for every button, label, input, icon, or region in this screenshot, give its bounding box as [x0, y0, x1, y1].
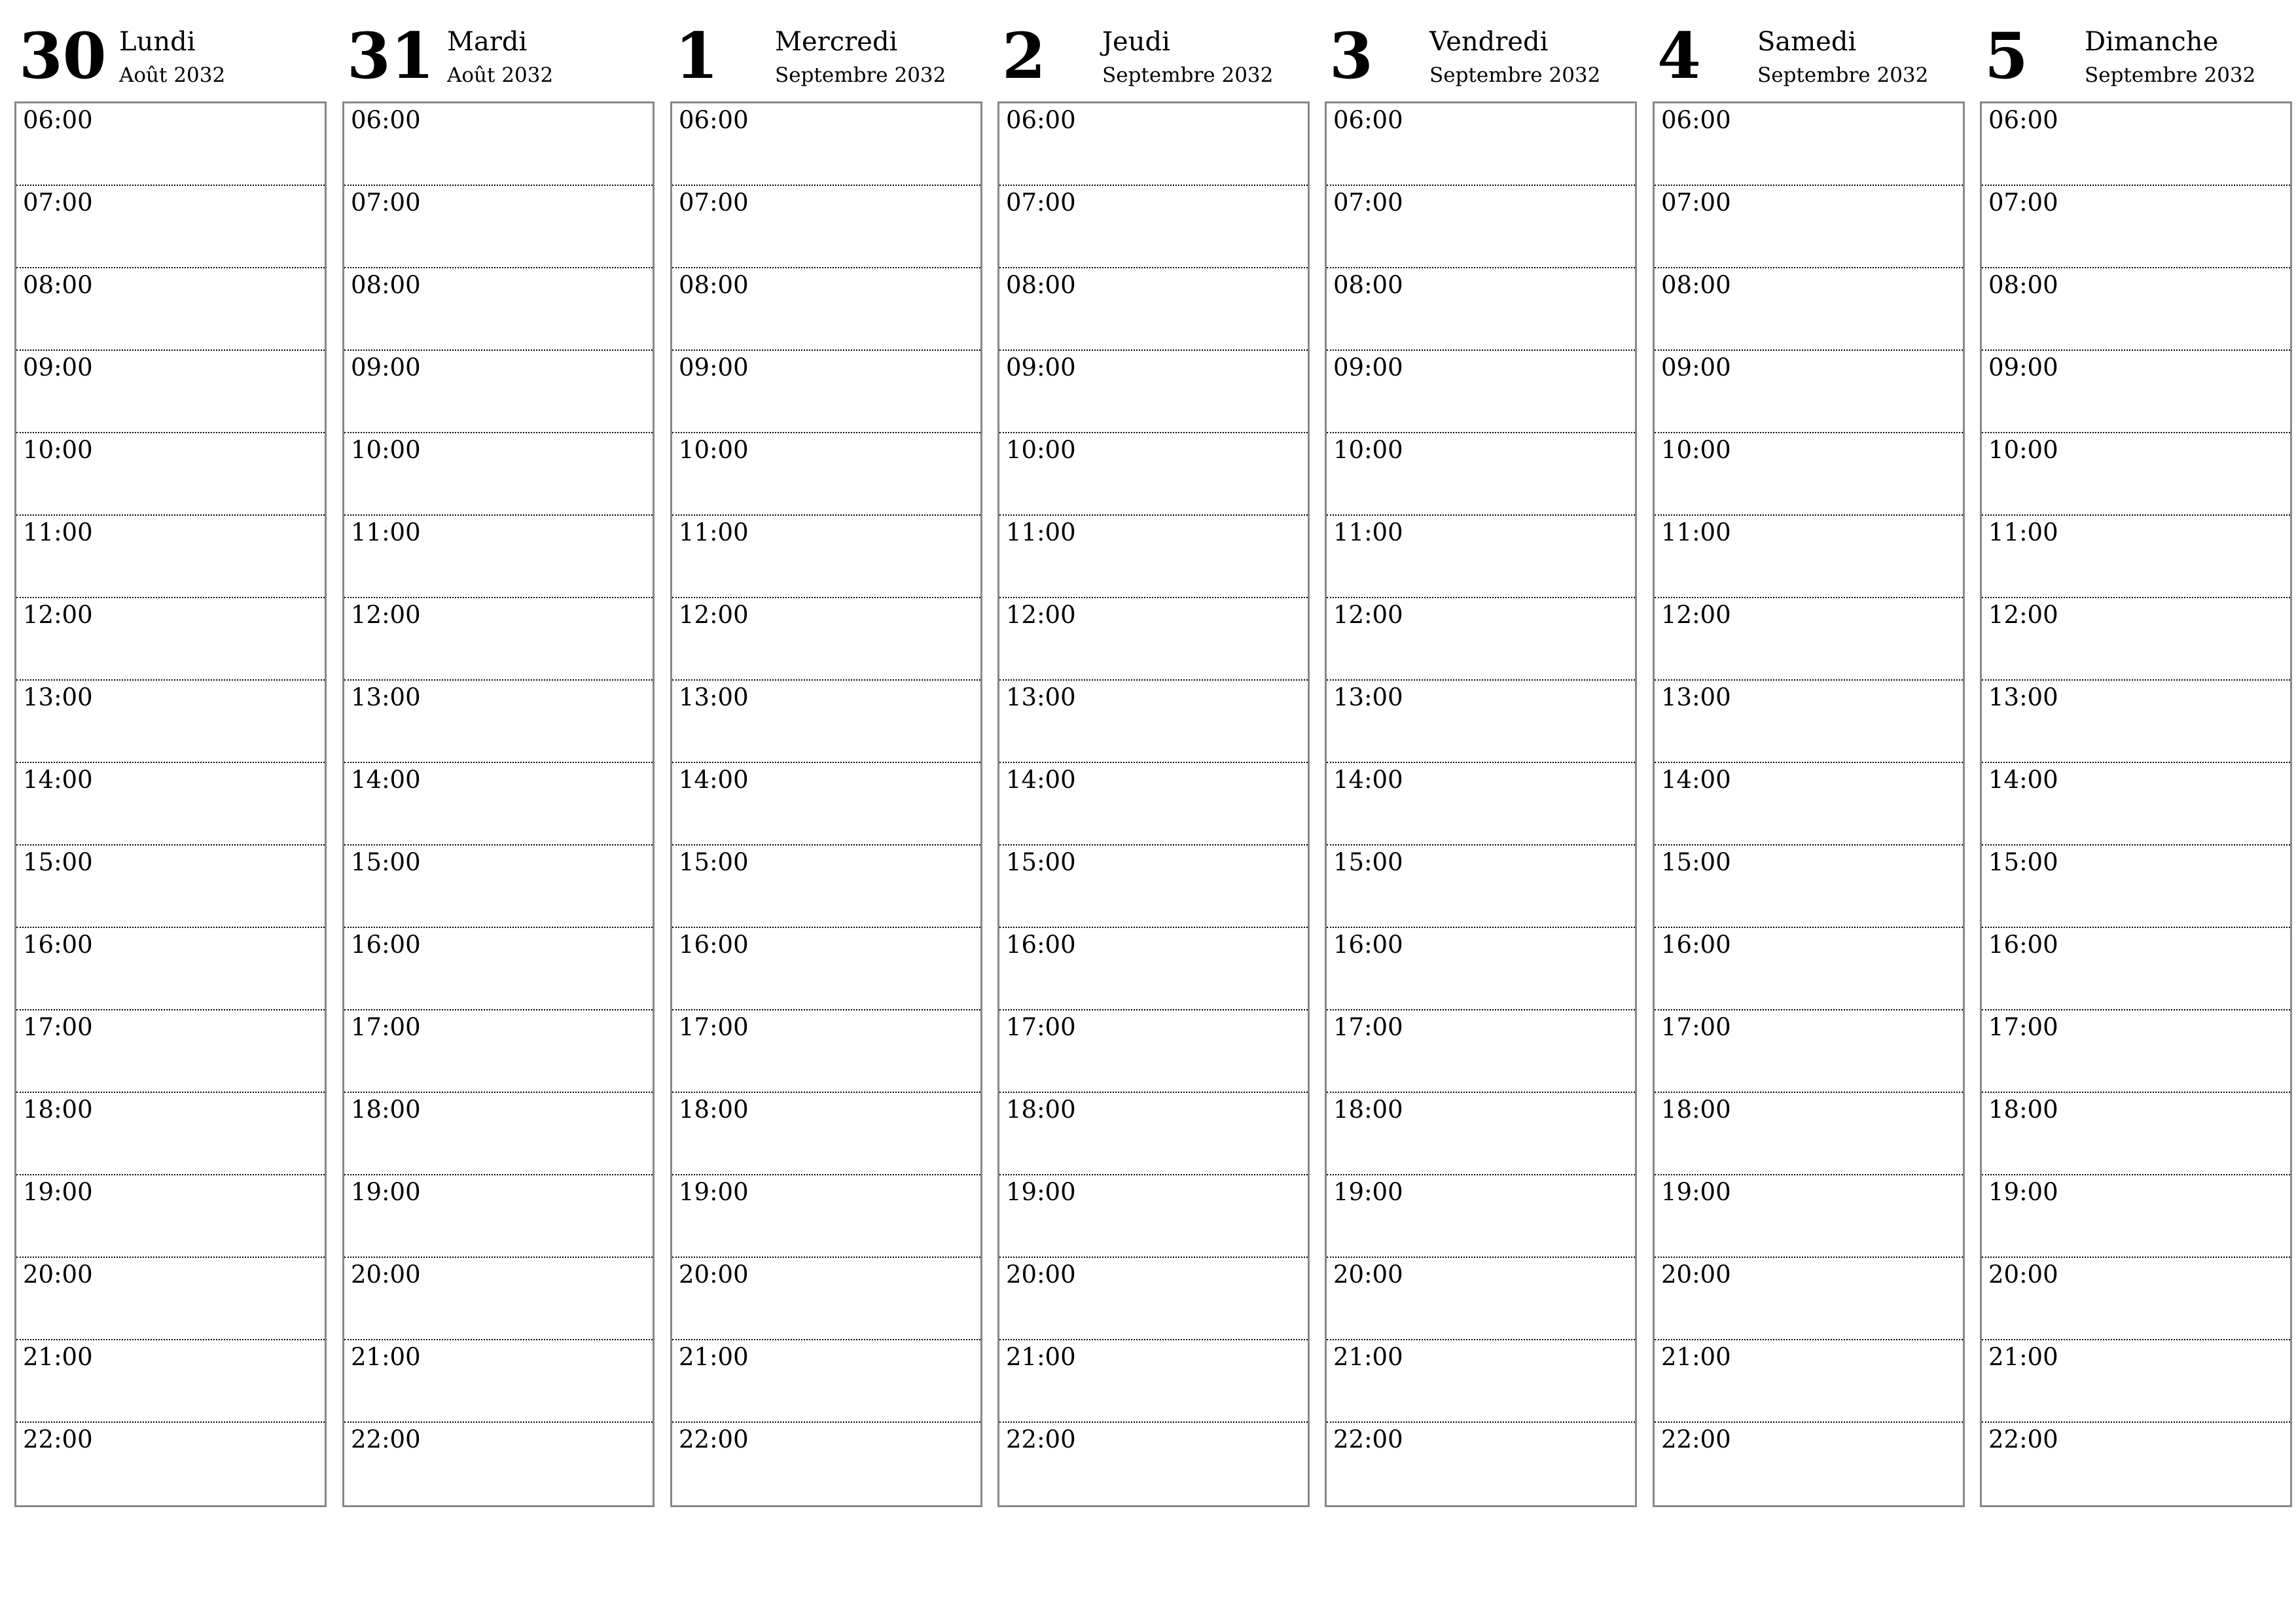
day-month: Septembre 2032 [2085, 63, 2256, 87]
hour-label: 08:00 [679, 271, 749, 299]
day-name: Lundi [119, 27, 196, 57]
hour-label: 09:00 [351, 353, 421, 382]
hour-label: 11:00 [1988, 518, 2058, 546]
hour-slot [16, 103, 325, 186]
hour-slot [344, 351, 653, 433]
hour-slot [344, 681, 653, 763]
hour-slot [1327, 516, 1635, 598]
hour-label: 09:00 [679, 353, 749, 382]
hour-slot [1982, 681, 2290, 763]
hour-slot [344, 1258, 653, 1340]
hour-label: 14:00 [1661, 766, 1731, 794]
day-header [1980, 0, 2292, 101]
hour-slot [1327, 433, 1635, 516]
hour-label: 18:00 [351, 1096, 421, 1124]
hour-label: 09:00 [1988, 353, 2058, 382]
hour-label: 20:00 [1006, 1260, 1076, 1289]
hour-label: 21:00 [1988, 1343, 2058, 1371]
hour-label: 21:00 [679, 1343, 749, 1371]
hour-label: 18:00 [1333, 1096, 1403, 1124]
hour-slot [16, 1423, 325, 1505]
hour-slot [999, 186, 1308, 268]
day-column [1980, 0, 2292, 1507]
hour-slot [1655, 1010, 1963, 1093]
hour-label: 12:00 [1661, 601, 1731, 629]
hour-slot [1982, 516, 2290, 598]
hour-label: 13:00 [679, 683, 749, 711]
hour-label: 22:00 [1661, 1425, 1731, 1454]
hour-label: 16:00 [23, 931, 93, 959]
hour-label: 14:00 [679, 766, 749, 794]
hour-label: 17:00 [351, 1013, 421, 1041]
hour-label: 10:00 [351, 436, 421, 464]
hour-slot [16, 928, 325, 1010]
hour-slot [1327, 1258, 1635, 1340]
hour-label: 18:00 [679, 1096, 749, 1124]
hour-label: 20:00 [1661, 1260, 1731, 1289]
hour-label: 12:00 [679, 601, 749, 629]
hour-slot [344, 763, 653, 846]
hour-slot [344, 103, 653, 186]
hour-label: 11:00 [1006, 518, 1076, 546]
hour-label: 11:00 [679, 518, 749, 546]
hour-slot [1327, 268, 1635, 351]
hour-slot [344, 1010, 653, 1093]
hour-slot [344, 1340, 653, 1423]
hour-slot [1982, 763, 2290, 846]
hour-slot [999, 516, 1308, 598]
hour-label: 21:00 [1006, 1343, 1076, 1371]
day-number: 30 [19, 19, 107, 93]
hour-label: 17:00 [1661, 1013, 1731, 1041]
hour-slot [1327, 681, 1635, 763]
hour-label: 06:00 [1988, 106, 2058, 134]
hour-label: 15:00 [351, 848, 421, 876]
hour-slot [1655, 268, 1963, 351]
hour-label: 06:00 [1006, 106, 1076, 134]
day-month: Août 2032 [447, 63, 554, 87]
hour-label: 10:00 [1333, 436, 1403, 464]
hour-slot [999, 433, 1308, 516]
hour-slot [672, 1010, 980, 1093]
hour-slot [999, 928, 1308, 1010]
hour-slot [672, 268, 980, 351]
day-number: 5 [1984, 19, 2028, 93]
hour-label: 21:00 [351, 1343, 421, 1371]
day-schedule-grid [14, 101, 327, 1507]
hour-slot [672, 846, 980, 928]
hour-slot [999, 598, 1308, 681]
hour-slot [1327, 928, 1635, 1010]
hour-slot [1982, 1423, 2290, 1505]
hour-slot [1655, 1175, 1963, 1258]
hour-slot [1655, 846, 1963, 928]
hour-label: 21:00 [23, 1343, 93, 1371]
day-schedule-grid [1980, 101, 2292, 1507]
hour-label: 19:00 [679, 1178, 749, 1206]
hour-slot [16, 1340, 325, 1423]
hour-label: 22:00 [1006, 1425, 1076, 1454]
hour-slot [16, 681, 325, 763]
hour-label: 22:00 [1333, 1425, 1403, 1454]
hour-slot [672, 103, 980, 186]
hour-slot [344, 516, 653, 598]
hour-slot [16, 846, 325, 928]
hour-slot [1655, 763, 1963, 846]
hour-slot [1327, 1010, 1635, 1093]
hour-label: 13:00 [23, 683, 93, 711]
hour-slot [344, 186, 653, 268]
hour-label: 09:00 [1661, 353, 1731, 382]
hour-label: 10:00 [23, 436, 93, 464]
hour-label: 17:00 [1988, 1013, 2058, 1041]
hour-label: 07:00 [1333, 188, 1403, 217]
hour-slot [16, 1258, 325, 1340]
hour-label: 13:00 [1661, 683, 1731, 711]
hour-label: 19:00 [1006, 1178, 1076, 1206]
hour-label: 08:00 [351, 271, 421, 299]
hour-slot [344, 598, 653, 681]
hour-slot [1982, 186, 2290, 268]
hour-label: 10:00 [1988, 436, 2058, 464]
hour-label: 08:00 [23, 271, 93, 299]
hour-slot [16, 763, 325, 846]
hour-label: 19:00 [1988, 1178, 2058, 1206]
hour-slot [1655, 681, 1963, 763]
day-number: 4 [1657, 19, 1701, 93]
hour-label: 12:00 [1006, 601, 1076, 629]
hour-label: 11:00 [351, 518, 421, 546]
hour-slot [16, 1175, 325, 1258]
hour-slot [672, 928, 980, 1010]
hour-label: 18:00 [1006, 1096, 1076, 1124]
hour-label: 18:00 [1988, 1096, 2058, 1124]
hour-label: 13:00 [1006, 683, 1076, 711]
hour-slot [1655, 598, 1963, 681]
hour-slot [672, 1175, 980, 1258]
hour-label: 15:00 [1006, 848, 1076, 876]
hour-slot [1327, 1093, 1635, 1175]
hour-label: 08:00 [1006, 271, 1076, 299]
hour-slot [1982, 598, 2290, 681]
hour-slot [1327, 763, 1635, 846]
hour-label: 19:00 [1333, 1178, 1403, 1206]
day-number: 2 [1002, 19, 1046, 93]
hour-label: 07:00 [1988, 188, 2058, 217]
day-month: Septembre 2032 [1429, 63, 1601, 87]
hour-slot [16, 1010, 325, 1093]
hour-label: 16:00 [1006, 931, 1076, 959]
hour-slot [672, 1423, 980, 1505]
day-header [14, 0, 327, 101]
hour-label: 22:00 [23, 1425, 93, 1454]
hour-slot [999, 1175, 1308, 1258]
hour-slot [999, 1423, 1308, 1505]
hour-label: 14:00 [1333, 766, 1403, 794]
hour-label: 08:00 [1988, 271, 2058, 299]
day-month: Septembre 2032 [775, 63, 946, 87]
hour-slot [1327, 598, 1635, 681]
hour-slot [1655, 103, 1963, 186]
hour-label: 09:00 [1006, 353, 1076, 382]
hour-slot [1982, 103, 2290, 186]
hour-label: 21:00 [1333, 1343, 1403, 1371]
day-header [1325, 0, 1637, 101]
hour-label: 20:00 [23, 1260, 93, 1289]
hour-label: 20:00 [679, 1260, 749, 1289]
hour-slot [1982, 1175, 2290, 1258]
hour-slot [672, 1340, 980, 1423]
hour-slot [672, 186, 980, 268]
hour-label: 08:00 [1333, 271, 1403, 299]
hour-slot [1982, 928, 2290, 1010]
day-header [342, 0, 655, 101]
hour-label: 06:00 [1661, 106, 1731, 134]
hour-slot [1327, 1175, 1635, 1258]
hour-label: 16:00 [351, 931, 421, 959]
hour-label: 20:00 [1988, 1260, 2058, 1289]
hour-slot [16, 598, 325, 681]
hour-label: 14:00 [1006, 766, 1076, 794]
day-column [997, 0, 1310, 1507]
hour-label: 17:00 [1006, 1013, 1076, 1041]
hour-label: 12:00 [1988, 601, 2058, 629]
hour-slot [16, 433, 325, 516]
hour-slot [344, 1093, 653, 1175]
day-schedule-grid [342, 101, 655, 1507]
hour-slot [1982, 351, 2290, 433]
hour-slot [16, 268, 325, 351]
hour-label: 11:00 [1333, 518, 1403, 546]
hour-label: 15:00 [1333, 848, 1403, 876]
day-name: Samedi [1757, 27, 1857, 57]
hour-slot [1982, 433, 2290, 516]
hour-slot [1655, 928, 1963, 1010]
hour-label: 09:00 [23, 353, 93, 382]
hour-label: 16:00 [679, 931, 749, 959]
hour-slot [16, 351, 325, 433]
hour-label: 07:00 [351, 188, 421, 217]
day-name: Mardi [447, 27, 528, 57]
hour-slot [344, 928, 653, 1010]
day-month: Septembre 2032 [1102, 63, 1274, 87]
hour-label: 12:00 [351, 601, 421, 629]
day-month: Août 2032 [119, 63, 226, 87]
hour-label: 22:00 [351, 1425, 421, 1454]
hour-slot [344, 268, 653, 351]
day-schedule-grid [1653, 101, 1965, 1507]
hour-slot [1982, 1340, 2290, 1423]
hour-slot [16, 186, 325, 268]
day-header [997, 0, 1310, 101]
hour-label: 12:00 [1333, 601, 1403, 629]
day-schedule-grid [670, 101, 982, 1507]
hour-slot [999, 351, 1308, 433]
hour-slot [672, 763, 980, 846]
hour-label: 13:00 [351, 683, 421, 711]
hour-slot [16, 516, 325, 598]
day-column [342, 0, 655, 1507]
hour-label: 14:00 [351, 766, 421, 794]
hour-label: 22:00 [679, 1425, 749, 1454]
hour-label: 17:00 [679, 1013, 749, 1041]
day-column [14, 0, 327, 1507]
hour-slot [16, 1093, 325, 1175]
hour-label: 19:00 [23, 1178, 93, 1206]
hour-label: 18:00 [23, 1096, 93, 1124]
hour-label: 06:00 [23, 106, 93, 134]
hour-label: 19:00 [351, 1178, 421, 1206]
hour-slot [1327, 1423, 1635, 1505]
hour-label: 11:00 [1661, 518, 1731, 546]
hour-slot [672, 351, 980, 433]
hour-label: 20:00 [1333, 1260, 1403, 1289]
hour-label: 16:00 [1988, 931, 2058, 959]
hour-label: 06:00 [1333, 106, 1403, 134]
hour-slot [672, 598, 980, 681]
hour-slot [1982, 1093, 2290, 1175]
hour-slot [1982, 1258, 2290, 1340]
day-column [670, 0, 982, 1507]
hour-label: 22:00 [1988, 1425, 2058, 1454]
hour-slot [672, 1258, 980, 1340]
hour-slot [1655, 351, 1963, 433]
hour-label: 17:00 [1333, 1013, 1403, 1041]
hour-slot [999, 681, 1308, 763]
hour-slot [672, 516, 980, 598]
day-number: 3 [1329, 19, 1373, 93]
day-column [1653, 0, 1965, 1507]
hour-label: 14:00 [23, 766, 93, 794]
hour-slot [1655, 1093, 1963, 1175]
hour-label: 14:00 [1988, 766, 2058, 794]
hour-label: 20:00 [351, 1260, 421, 1289]
hour-slot [999, 268, 1308, 351]
hour-slot [1327, 846, 1635, 928]
hour-label: 15:00 [1988, 848, 2058, 876]
hour-label: 15:00 [1661, 848, 1731, 876]
hour-label: 21:00 [1661, 1343, 1731, 1371]
hour-slot [999, 1010, 1308, 1093]
day-header [1653, 0, 1965, 101]
day-schedule-grid [1325, 101, 1637, 1507]
hour-slot [344, 846, 653, 928]
hour-label: 07:00 [23, 188, 93, 217]
day-number: 31 [347, 19, 435, 93]
hour-label: 10:00 [679, 436, 749, 464]
hour-slot [1655, 516, 1963, 598]
hour-slot [1982, 1010, 2290, 1093]
hour-label: 17:00 [23, 1013, 93, 1041]
hour-label: 19:00 [1661, 1178, 1731, 1206]
hour-slot [1655, 433, 1963, 516]
hour-label: 13:00 [1333, 683, 1403, 711]
hour-slot [672, 681, 980, 763]
hour-label: 16:00 [1661, 931, 1731, 959]
day-name: Vendredi [1429, 27, 1549, 57]
hour-label: 08:00 [1661, 271, 1731, 299]
day-column [1325, 0, 1637, 1507]
day-name: Mercredi [775, 27, 898, 57]
day-name: Dimanche [2085, 27, 2219, 57]
hour-slot [1327, 1340, 1635, 1423]
hour-label: 07:00 [1006, 188, 1076, 217]
hour-slot [672, 433, 980, 516]
hour-slot [999, 103, 1308, 186]
hour-label: 13:00 [1988, 683, 2058, 711]
hour-slot [344, 433, 653, 516]
hour-slot [1655, 1258, 1963, 1340]
hour-slot [999, 1340, 1308, 1423]
hour-label: 15:00 [679, 848, 749, 876]
hour-slot [1655, 1340, 1963, 1423]
hour-slot [999, 846, 1308, 928]
hour-slot [999, 1258, 1308, 1340]
hour-slot [999, 1093, 1308, 1175]
day-schedule-grid [997, 101, 1310, 1507]
hour-slot [672, 1093, 980, 1175]
hour-slot [1982, 268, 2290, 351]
hour-slot [1327, 186, 1635, 268]
hour-slot [344, 1423, 653, 1505]
hour-label: 11:00 [23, 518, 93, 546]
hour-label: 12:00 [23, 601, 93, 629]
day-header [670, 0, 982, 101]
hour-slot [999, 763, 1308, 846]
hour-slot [1655, 186, 1963, 268]
hour-slot [1327, 103, 1635, 186]
hour-label: 07:00 [679, 188, 749, 217]
hour-label: 15:00 [23, 848, 93, 876]
hour-label: 18:00 [1661, 1096, 1731, 1124]
hour-slot [1655, 1423, 1963, 1505]
hour-label: 10:00 [1006, 436, 1076, 464]
hour-label: 07:00 [1661, 188, 1731, 217]
day-number: 1 [675, 19, 719, 93]
day-month: Septembre 2032 [1757, 63, 1929, 87]
hour-label: 06:00 [351, 106, 421, 134]
hour-label: 09:00 [1333, 353, 1403, 382]
hour-label: 10:00 [1661, 436, 1731, 464]
hour-label: 06:00 [679, 106, 749, 134]
day-name: Jeudi [1102, 27, 1170, 57]
hour-slot [1982, 846, 2290, 928]
hour-slot [1327, 351, 1635, 433]
hour-label: 16:00 [1333, 931, 1403, 959]
hour-slot [344, 1175, 653, 1258]
